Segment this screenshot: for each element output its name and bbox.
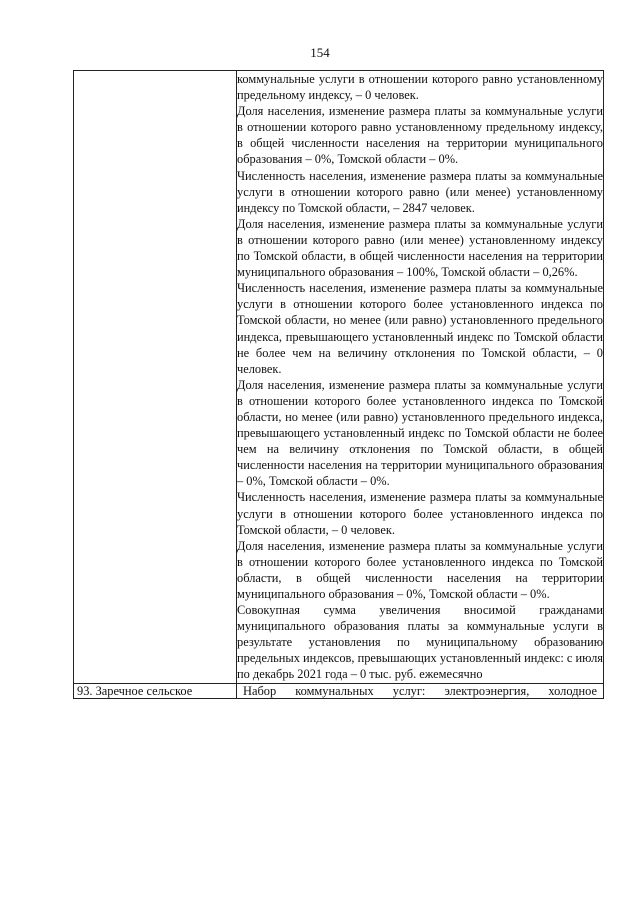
document-table	[73, 70, 604, 699]
paragraph: Численность населения, изменение размера платы за коммунальные услуги в отношении которого равно (или менее) установленному индексу по Томской области, – 2847 человек.	[237, 168, 603, 215]
table-row	[74, 71, 604, 684]
paragraph: Совокупная сумма увеличения вносимой гражданами муниципального образования платы за коммунальные услуги в результате установления по муниципальному образованию предельных индексов, превышающих установленный индекс: с июля по декабрь 2021 года – 0 тыс. руб. ежемесячно	[237, 603, 603, 682]
paragraph: Доля населения, изменение размера платы за коммунальные услуги в отношении которого более установленного индекса по Томской области, в общей численности населения на территории муниципального образования – 0%, Томской области – 0%.	[237, 538, 603, 601]
municipality-name-cell: 93. Заречное сельское	[74, 683, 237, 698]
paragraph: Доля населения, изменение размера платы за коммунальные услуги в отношении которого более установленного индекса по Томской области, но менее (или равно) установленного предельного индекса, превышающего установленный индекс по Томской области не более чем на величину отклонения по Томской области, в общей численности населения на территории муниципального образования – 0%, Томской области – 0%.	[237, 377, 603, 489]
indicators-cell	[237, 71, 604, 684]
paragraph: Доля населения, изменение размера платы за коммунальные услуги в отношении которого равно установленному предельному индексу, в общей численности населения на территории муниципального образования – 0%, Томской области – 0%.	[237, 104, 603, 167]
page-number: 154	[310, 45, 330, 60]
table-row	[74, 683, 604, 698]
municipality-cell-empty	[74, 71, 237, 684]
paragraph: Доля населения, изменение размера платы за коммунальные услуги в отношении которого равно (или менее) установленному индексу по Томской области, в общей численности населения на территории муниципального образования – 100%, Томской области – 0,26%.	[237, 216, 603, 280]
paragraph: Численность населения, изменение размера платы за коммунальные услуги в отношении которого более установленного индекса по Томской области, но менее (или равно) установленного предельного индекса, превышающего установленный индекс по Томской области не более чем на величину отклонения по Томской области, – 0 человек.	[237, 281, 603, 376]
paragraph: коммунальные услуги в отношении которого равно установленному предельному индексу, – 0 человек.	[237, 72, 603, 103]
paragraph: Численность населения, изменение размера платы за коммунальные услуги в отношении которого более установленного индекса по Томской области, – 0 человек.	[237, 490, 603, 537]
services-set-cell: Набор коммунальных услуг: электроэнергия, холодное	[237, 683, 604, 698]
